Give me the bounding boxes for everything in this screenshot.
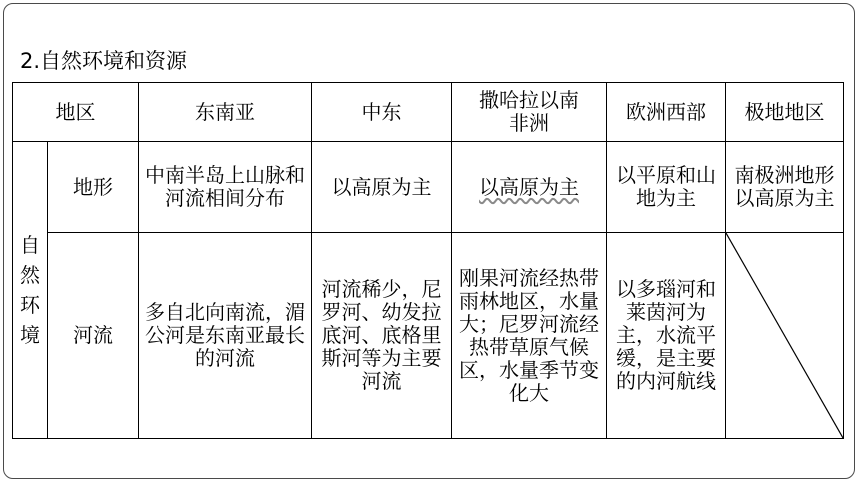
terrain-row <box>13 142 844 233</box>
terrain-label: 地形 <box>48 142 139 233</box>
terrain-sub-saharan-africa <box>452 142 607 233</box>
header-sub-saharan-africa <box>452 83 607 142</box>
header-southeast-asia: 东南亚 <box>139 83 312 142</box>
terrain-southeast-asia: 中南半岛上山脉和河流相间分布 <box>139 142 312 233</box>
terrain-middle-east: 以高原为主 <box>312 142 452 233</box>
group-label-text: 自然环境 <box>20 233 40 347</box>
header-western-europe: 欧洲西部 <box>607 83 726 142</box>
rivers-middle-east: 河流稀少，尼罗河、幼发拉底河、底格里斯河等为主要河流 <box>312 233 452 439</box>
header-sub-saharan-africa-line1: 撒哈拉以南 <box>479 88 579 112</box>
rivers-label: 河流 <box>48 233 139 439</box>
rivers-row <box>13 233 844 439</box>
rivers-sub-saharan-africa: 刚果河流经热带雨林地区，水量大；尼罗河流经热带草原气候区，水量季节变化大 <box>452 233 607 439</box>
header-middle-east: 中东 <box>312 83 452 142</box>
header-region: 地区 <box>13 83 139 142</box>
header-sub-saharan-africa-line2: 非洲 <box>509 111 549 135</box>
terrain-sub-saharan-africa-text: 以高原为主 <box>479 174 579 199</box>
header-row <box>13 83 844 142</box>
terrain-western-europe: 以平原和山地为主 <box>607 142 726 233</box>
diagonal-slash <box>726 233 843 438</box>
natural-environment-table <box>12 82 844 439</box>
rivers-southeast-asia: 多自北向南流，湄公河是东南亚最长的河流 <box>139 233 312 439</box>
rivers-polar-regions-empty <box>726 233 844 439</box>
terrain-polar-regions: 南极洲地形以高原为主 <box>726 142 844 233</box>
section-heading: 2.自然环境和资源 <box>20 49 188 73</box>
group-label-natural-environment <box>13 142 48 439</box>
rivers-western-europe: 以多瑙河和莱茵河为主，水流平缓，是主要的内河航线 <box>607 233 726 439</box>
header-polar-regions: 极地地区 <box>726 83 844 142</box>
